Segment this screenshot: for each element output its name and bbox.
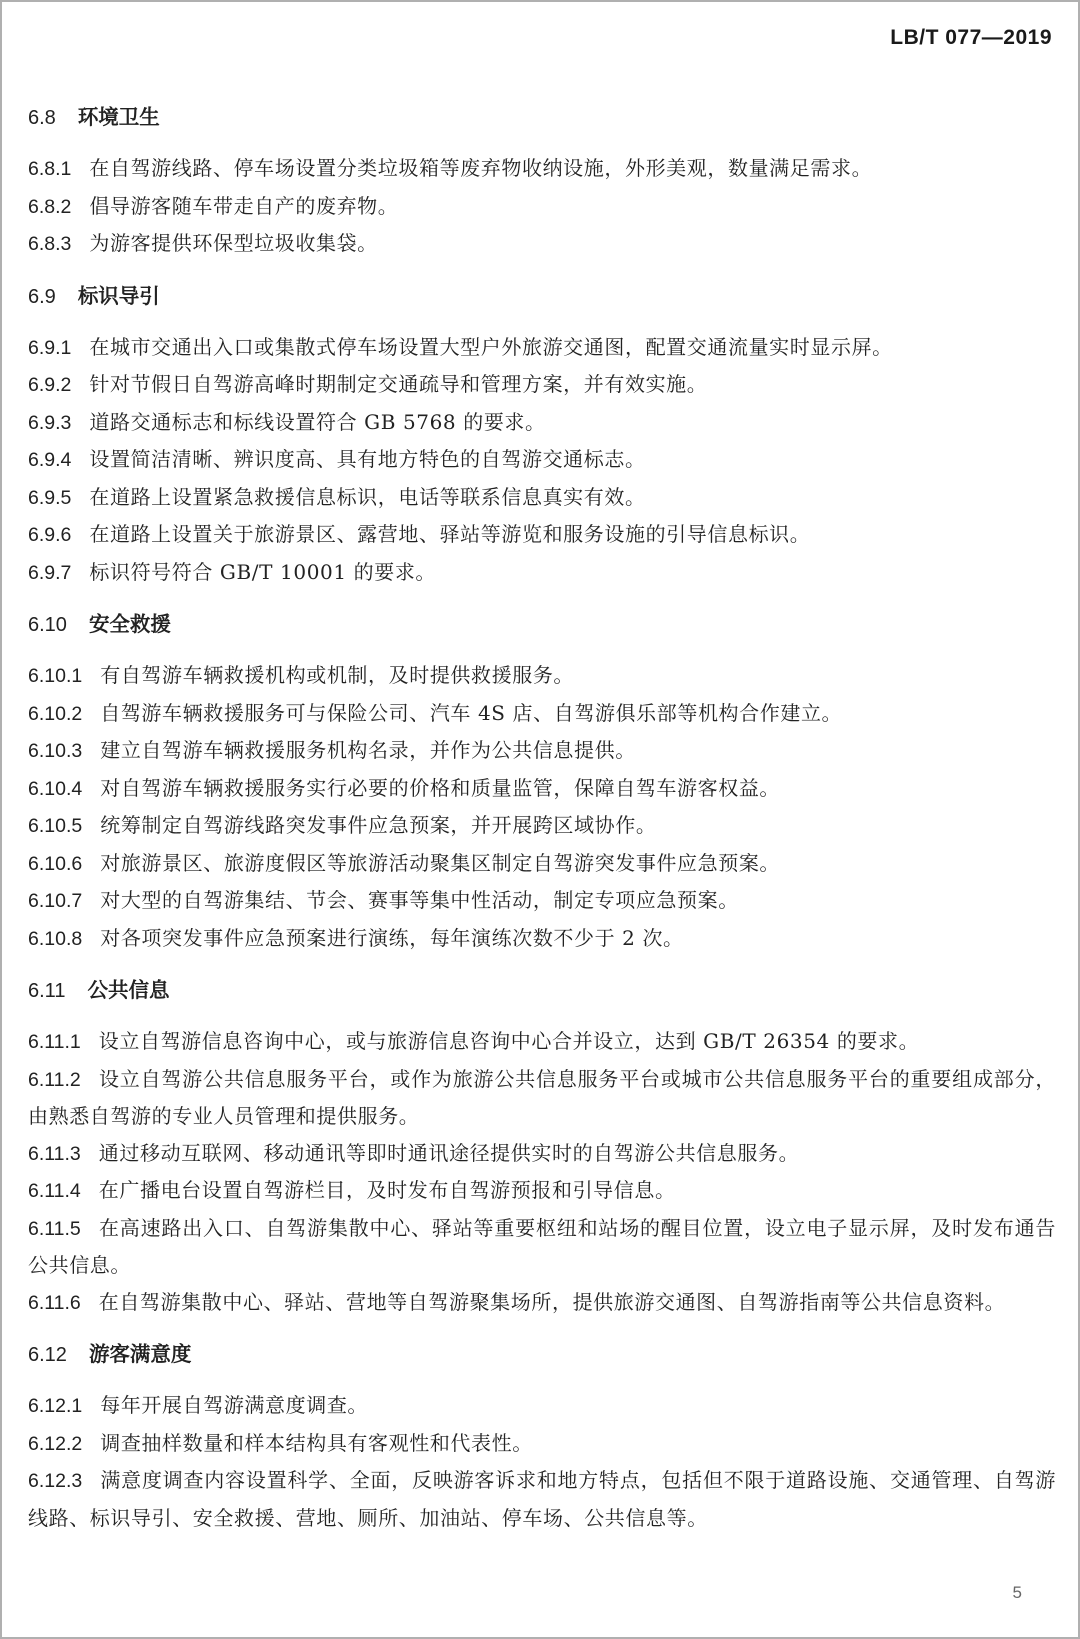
section-title: 游客满意度 (88, 1342, 192, 1366)
clause-number: 6.11.1 (28, 1031, 81, 1053)
clause-text: 通过移动互联网、移动通讯等即时通讯途径提供实时的自驾游公共信息服务。 (98, 1140, 800, 1165)
clause-number: 6.10.3 (28, 740, 83, 762)
clause-number: 6.10.5 (28, 815, 83, 837)
clause (28, 554, 1056, 592)
clause (28, 845, 1056, 883)
clause-number: 6.9.4 (28, 449, 72, 471)
document-body (28, 100, 1056, 1536)
section-number: 6.12 (28, 1344, 67, 1366)
standard-code: LB/T 077—2019 (890, 26, 1052, 49)
clause-text: 自驾游车辆救援服务可与保险公司、汽车 4S 店、自驾游俱乐部等机构合作建立。 (100, 700, 843, 725)
clause-number: 6.8.2 (28, 195, 72, 218)
clause-text: 每年开展自驾游满意度调查。 (100, 1393, 369, 1417)
section-number: 6.9 (28, 285, 56, 308)
clause-number: 6.10.1 (28, 665, 83, 687)
clause-number: 6.9.1 (28, 336, 72, 359)
clause (28, 404, 1056, 442)
clause-text: 在自驾游集散中心、驿站、营地等自驾游聚集场所，提供旅游交通图、自驾游指南等公共信息资料。 (98, 1289, 1006, 1314)
section-title: 环境卫生 (77, 105, 160, 129)
clause (28, 1135, 1056, 1173)
clause-number: 6.10.6 (28, 852, 83, 875)
clause-number: 6.10.8 (28, 927, 83, 950)
section-heading (28, 279, 1056, 317)
clause-text: 道路交通标志和标线设置符合 GB 5768 的要求。 (89, 409, 546, 434)
clause-text: 建立自驾游车辆救援服务机构名录，并作为公共信息提供。 (100, 738, 636, 762)
clause (28, 1061, 1056, 1135)
clause-number: 6.9.7 (28, 561, 72, 584)
clause-number: 6.11.5 (28, 1217, 81, 1240)
clause-text: 标识符号符合 GB/T 10001 的要求。 (89, 559, 437, 584)
clause (28, 695, 1056, 733)
clause (28, 1172, 1056, 1210)
section-title: 安全救援 (88, 612, 171, 636)
clause-number: 6.9.2 (28, 374, 72, 396)
clause-text: 为游客提供环保型垃圾收集袋。 (89, 231, 378, 255)
section-heading (28, 973, 1056, 1011)
clause-number: 6.9.3 (28, 411, 72, 434)
clause-text: 设立自驾游信息咨询中心，或与旅游信息咨询中心合并设立，达到 GB/T 26354 的要求。 (98, 1029, 920, 1053)
section-6-10 (28, 607, 1056, 957)
clause-text: 在广播电台设置自驾游栏目，及时发布自驾游预报和引导信息。 (98, 1178, 676, 1202)
section-number: 6.11 (28, 980, 66, 1002)
clause-number: 6.10.7 (28, 890, 83, 912)
clause-number: 6.9.6 (28, 524, 72, 546)
clause-number: 6.8.1 (28, 158, 72, 180)
clause-text: 针对节假日自驾游高峰时期制定交通疏导和管理方案，并有效实施。 (89, 372, 708, 396)
clause (28, 150, 1056, 188)
clause-text: 在道路上设置紧急救援信息标识，电话等联系信息真实有效。 (89, 484, 646, 509)
clause-text: 倡导游客随车带走自产的废弃物。 (89, 193, 399, 218)
clause-text: 满意度调查内容设置科学、全面，反映游客诉求和地方特点，包括但不限于道路设施、交通管理、自驾游线路、标识导引、安全救援、营地、厕所、加油站、停车场、公共信息等。 (28, 1468, 1056, 1530)
clause (28, 807, 1056, 845)
clause (28, 225, 1056, 263)
clause (28, 1284, 1056, 1322)
clause-number: 6.12.2 (28, 1432, 83, 1455)
section-heading (28, 607, 1056, 645)
clause (28, 770, 1056, 808)
clause (28, 441, 1056, 479)
clause-text: 在城市交通出入口或集散式停车场设置大型户外旅游交通图，配置交通流量实时显示屏。 (89, 334, 893, 359)
section-6-9 (28, 279, 1056, 592)
clause-number: 6.11.3 (28, 1142, 81, 1165)
clause-text: 对旅游景区、旅游度假区等旅游活动聚集区制定自驾游突发事件应急预案。 (100, 850, 781, 875)
clause-text: 在道路上设置关于旅游景区、露营地、驿站等游览和服务设施的引导信息标识。 (89, 522, 811, 546)
section-title: 标识导引 (77, 283, 160, 308)
section-6-12 (28, 1337, 1056, 1536)
section-6-11 (28, 973, 1056, 1321)
clause-text: 在高速路出入口、自驾游集散中心、驿站等重要枢纽和站场的醒目位置，设立电子显示屏，及时发布通告公共信息。 (28, 1215, 1056, 1277)
clause-text: 设置简洁清晰、辨识度高、具有地方特色的自驾游交通标志。 (89, 447, 646, 471)
section-title: 公共信息 (87, 978, 170, 1002)
clause-number: 6.11.2 (28, 1068, 81, 1091)
clause-text: 设立自驾游公共信息服务平台，或作为旅游公共信息服务平台或城市公共信息服务平台的重要组成部分，由熟悉自驾游的专业人员管理和提供服务。 (28, 1066, 1056, 1128)
clause-text: 调查抽样数量和样本结构具有客观性和代表性。 (100, 1430, 533, 1455)
clause-number: 6.11.4 (28, 1180, 81, 1202)
section-number: 6.8 (28, 107, 56, 129)
clause (28, 1387, 1056, 1425)
clause (28, 516, 1056, 554)
clause-number: 6.8.3 (28, 233, 72, 255)
clause (28, 920, 1056, 958)
clause-text: 在自驾游线路、停车场设置分类垃圾箱等废弃物收纳设施，外形美观，数量满足需求。 (89, 156, 873, 180)
clause (28, 1462, 1056, 1536)
clause-text: 对大型的自驾游集结、节会、赛事等集中性活动，制定专项应急预案。 (100, 888, 739, 912)
clause-text: 有自驾游车辆救援机构或机制，及时提供救援服务。 (100, 663, 575, 687)
clause (28, 1425, 1056, 1463)
clause-number: 6.9.5 (28, 486, 72, 509)
clause (28, 188, 1056, 226)
clause (28, 329, 1056, 367)
clause-text: 统筹制定自驾游线路突发事件应急预案，并开展跨区域协作。 (100, 813, 657, 837)
section-heading (28, 100, 1056, 138)
clause-text: 对自驾游车辆救援服务实行必要的价格和质量监管，保障自驾车游客权益。 (100, 775, 781, 800)
clause (28, 1023, 1056, 1061)
clause (28, 479, 1056, 517)
clause-number: 6.12.3 (28, 1470, 83, 1492)
clause-number: 6.12.1 (28, 1395, 83, 1417)
clause (28, 366, 1056, 404)
clause-text: 对各项突发事件应急预案进行演练，每年演练次数不少于 2 次。 (100, 925, 684, 950)
clause (28, 732, 1056, 770)
section-6-8 (28, 100, 1056, 263)
section-heading (28, 1337, 1056, 1375)
clause (28, 882, 1056, 920)
clause (28, 1210, 1056, 1284)
section-number: 6.10 (28, 614, 67, 636)
clause-number: 6.10.4 (28, 777, 83, 800)
page-number: 5 (1012, 1583, 1022, 1602)
clause (28, 657, 1056, 695)
clause-number: 6.10.2 (28, 702, 83, 725)
clause-number: 6.11.6 (28, 1291, 81, 1314)
